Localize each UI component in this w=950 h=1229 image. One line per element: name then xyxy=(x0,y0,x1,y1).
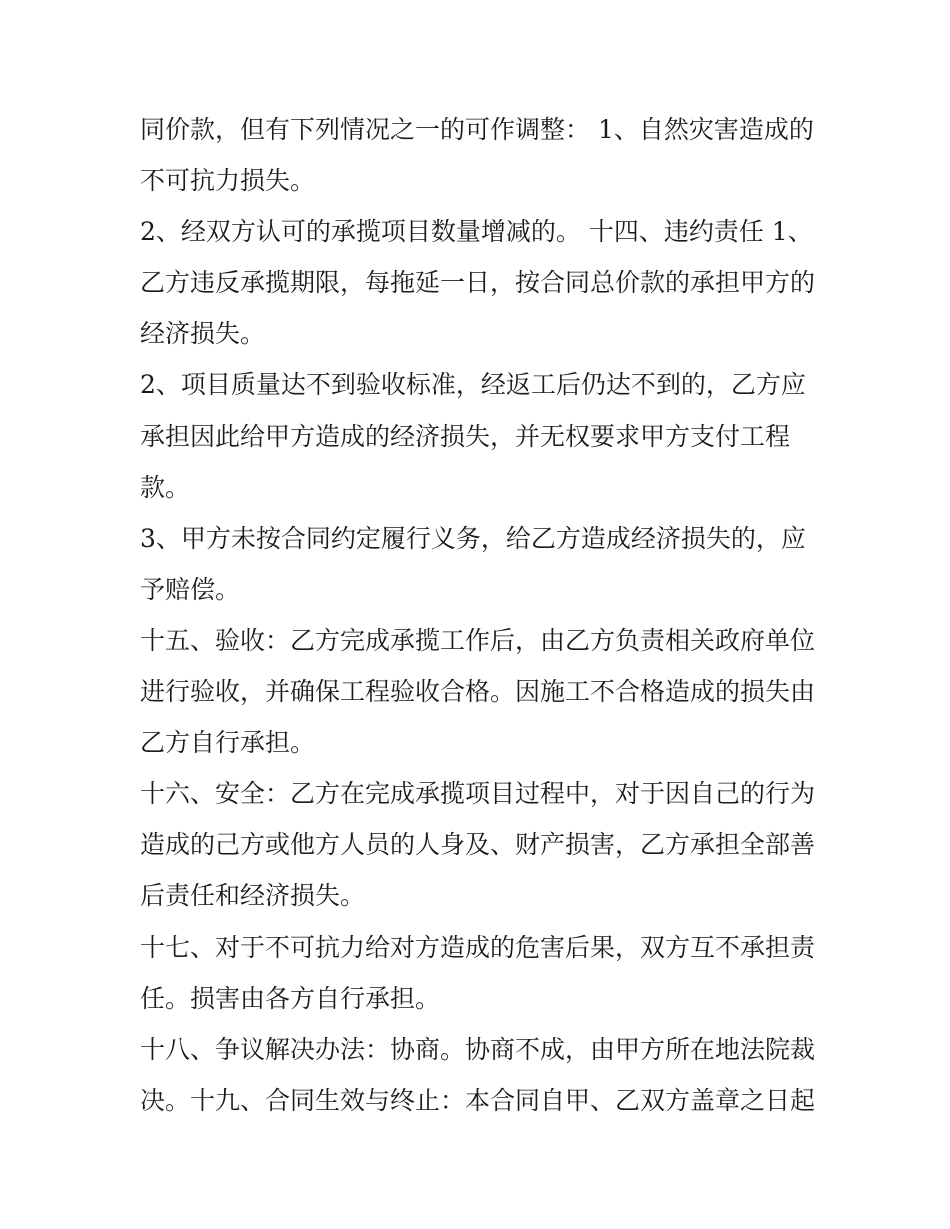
text-line: 十七、对于不可抗力给对方造成的危害后果，双方互不承担责 xyxy=(140,932,816,962)
text-line: 任。损害由各方自行承担。 xyxy=(140,983,441,1013)
text-line: 经济损失。 xyxy=(140,319,266,349)
paragraph-price-adjustment xyxy=(140,104,820,206)
paragraph-breach-liability xyxy=(140,206,820,359)
paragraph-dispute-resolution xyxy=(140,1024,820,1126)
text-line: 十五、验收：乙方完成承揽工作后，由乙方负责相关政府单位 xyxy=(140,625,816,655)
paragraph-party-a-compensation xyxy=(140,513,820,615)
paragraph-quality-failure xyxy=(140,359,820,512)
text-line: 乙方自行承担。 xyxy=(140,728,316,758)
text-line: 不可抗力损失。 xyxy=(140,166,316,196)
text-line: 乙方违反承揽期限，每拖延一日，按合同总价款的承担甲方的 xyxy=(140,268,816,298)
text-line: 后责任和经济损失。 xyxy=(140,881,366,911)
text-line: 十六、安全：乙方在完成承揽项目过程中，对于因自己的行为 xyxy=(140,779,816,809)
text-line: 同价款，但有下列情况之一的可作调整： 1、自然灾害造成的 xyxy=(140,115,814,144)
paragraph-acceptance xyxy=(140,615,820,768)
text-line: 造成的己方或他方人员的人身及、财产损害，乙方承担全部善 xyxy=(140,830,816,860)
text-line: 进行验收，并确保工程验收合格。因施工不合格造成的损失由 xyxy=(140,677,816,707)
text-line: 款。 xyxy=(140,472,191,502)
document-body xyxy=(140,104,820,1126)
text-line: 2、项目质量达不到验收标准，经返工后仍达不到的，乙方应 xyxy=(140,370,806,400)
text-line: 2、经双方认可的承揽项目数量增减的。 十四、违约责任 1、 xyxy=(140,217,813,247)
text-line: 十八、争议解决办法：协商。协商不成，由甲方所在地法院裁 xyxy=(140,1034,816,1064)
paragraph-force-majeure xyxy=(140,922,820,1024)
text-line: 决。十九、合同生效与终止：本合同自甲、乙双方盖章之日起 xyxy=(140,1085,816,1115)
text-line: 予赔偿。 xyxy=(140,574,241,604)
paragraph-safety xyxy=(140,768,820,921)
text-line: 承担因此给甲方造成的经济损失，并无权要求甲方支付工程 xyxy=(140,421,791,451)
text-line: 3、甲方未按合同约定履行义务，给乙方造成经济损失的，应 xyxy=(140,523,806,553)
